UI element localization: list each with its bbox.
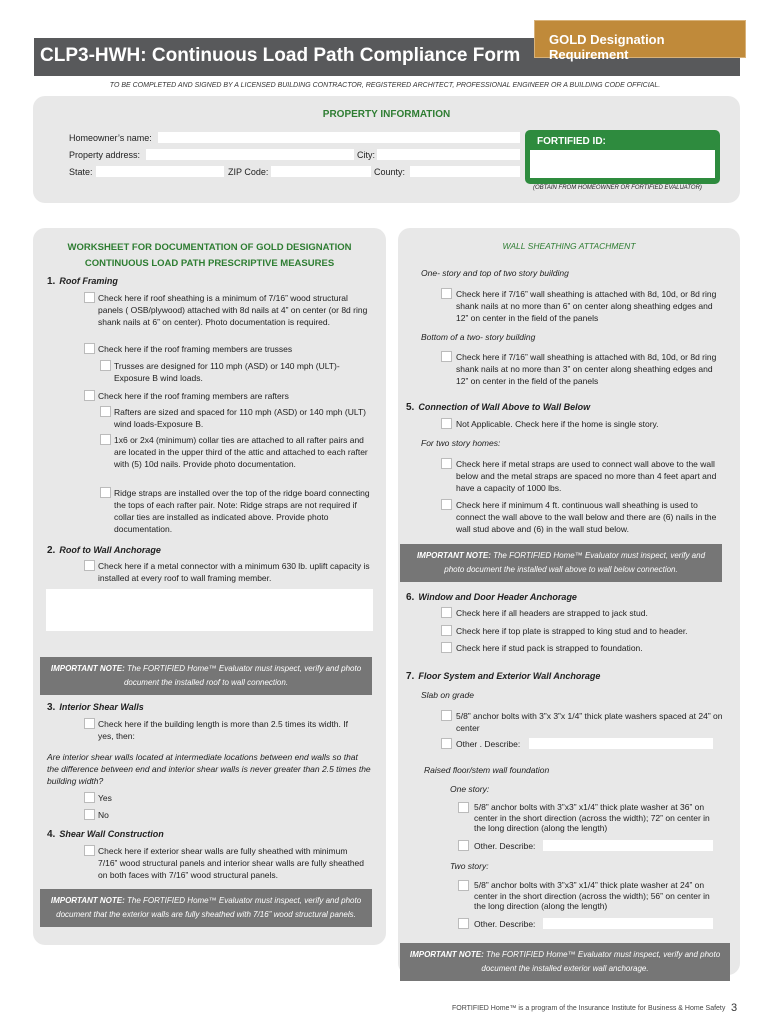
property-heading: PROPERTY INFORMATION <box>322 109 451 120</box>
note-3-text: The FORTIFIED Home™ Evaluator must inspect, verify and photo document the installed wall above to wall below connection. <box>444 551 706 574</box>
roof-wall-connector-text: Check here if a metal connector with a minimum 630 lb. uplift capacity is installed at every roof to wall framing member. <box>98 561 370 583</box>
important-note-shear-walls <box>40 889 372 927</box>
collar-ties-text: 1x6 or 2x4 (minimum) collar ties are attached to all rafter pairs and are located in the upper third of the attic and attached to each rafter with (5) 10d nails. Provide photo documentation. <box>114 435 368 469</box>
checkbox-collar-ties[interactable] <box>100 434 111 445</box>
checkbox-no[interactable] <box>84 809 95 820</box>
rafters-text: Check here if the roof framing members are rafters <box>98 391 289 401</box>
note-1-text: The FORTIFIED Home™ Evaluator must inspect, verify and photo document the installed roof to wall connection. <box>123 664 362 687</box>
trusses-designed-text: Trusses are designed for 110 mph (ASD) or 140 mph (ULT)-Exposure B wind loads. <box>114 361 340 383</box>
section-3-text: Interior Shear Walls <box>59 702 144 712</box>
one-story-other-field[interactable] <box>543 840 713 851</box>
worksheet-heading-2: CONTINUOUS LOAD PATH PRESCRIPTIVE MEASURES <box>84 258 335 269</box>
metal-straps-text: Check here if metal straps are used to connect wall above to the wall below and the metal straps are spaced no more than 4 feet apart and have a capacity of 1000 lbs. <box>456 459 717 493</box>
section-5-title <box>406 402 590 413</box>
city-label: City: <box>357 150 375 160</box>
page-number: 3 <box>731 1002 738 1014</box>
raised-floor-label: Raised floor/stem wall foundation <box>424 765 550 775</box>
two-story-homes-label: For two story homes: <box>421 438 501 448</box>
anchor-24-text: 5/8” anchor bolts with 3”x 3”x 1/4” thick plate washers spaced at 24” on center <box>456 711 723 733</box>
homeowner-field[interactable] <box>158 132 520 143</box>
section-5-text: Connection of Wall Above to Wall Below <box>418 402 591 412</box>
note-4-text: The FORTIFIED Home™ Evaluator must inspect, verify and photo document the installed exterior wall anchorage. <box>481 950 721 973</box>
checkbox-single-story[interactable] <box>441 418 452 429</box>
trusses-text: Check here if the roof framing members are trusses <box>98 344 293 354</box>
checkbox-headers-jack[interactable] <box>441 607 452 618</box>
anchor-36-text: 5/8” anchor bolts with 3”x3” x1/4” thick plate washer at 36” on center in the short direction (across the width); 72” on center in the long direction (along the length) <box>474 802 710 833</box>
fortified-id-label: FORTIFIED ID: <box>537 136 606 147</box>
checkbox-stud-pack[interactable] <box>441 642 452 653</box>
address-label: Property address: <box>69 150 141 160</box>
yes-label: Yes <box>98 793 112 803</box>
one-story-other-label: Other. Describe: <box>474 841 536 851</box>
checkbox-anchor-24-two[interactable] <box>458 880 469 891</box>
exterior-shear-walls-text: Check here if exterior shear walls are fully sheathed with minimum 7/16” wood structural panels and interior shear walls are fully sheathed on both faces with 7/16” wood structural panels. <box>98 846 365 880</box>
zip-label: ZIP Code: <box>228 167 269 177</box>
footer-text: FORTIFIED Home™ is a program of the Insurance Institute for Business & Home Safety <box>452 1005 726 1012</box>
form-title: CLP3-HWH: Continuous Load Path Compliance Form <box>34 38 740 76</box>
section-1-text: Roof Framing <box>59 276 118 286</box>
checkbox-yes[interactable] <box>84 792 95 803</box>
section-4-number: 4. <box>47 829 56 840</box>
roof-wall-notes-field[interactable] <box>46 589 373 631</box>
address-field[interactable] <box>146 149 354 160</box>
section-4-title <box>47 829 164 840</box>
checkbox-continuous-sheathing[interactable] <box>441 499 452 510</box>
section-3-number: 3. <box>47 702 56 713</box>
checkbox-trusses-designed[interactable] <box>100 360 111 371</box>
checkbox-rafters[interactable] <box>84 390 95 401</box>
checkbox-exterior-shear-walls[interactable] <box>84 845 95 856</box>
note-3-label: IMPORTANT NOTE: <box>416 551 491 560</box>
interior-shear-question: Are interior shear walls located at intermediate locations between end walls so that the difference between end and interior shear walls is never greater than 2.5 times the building width? <box>47 752 371 786</box>
note-4-label: IMPORTANT NOTE: <box>409 950 484 959</box>
state-field[interactable] <box>96 166 224 177</box>
two-story-subheading: Two story: <box>450 861 489 871</box>
checkbox-two-story-other[interactable] <box>458 918 469 929</box>
section-7-title <box>406 671 600 682</box>
section-5-number: 5. <box>406 402 415 413</box>
checkbox-trusses[interactable] <box>84 343 95 354</box>
fortified-id-note: (OBTAIN FROM HOMEOWNER OR FORTIFIED EVALUATOR) <box>533 185 702 191</box>
important-note-exterior-anchorage <box>400 943 730 981</box>
two-story-other-field[interactable] <box>543 918 713 929</box>
sheathing-3in-text: Check here if 7/16” wall sheathing is attached with 8d, 10d, or 8d ring shank nails at no more than 3” on center along sheathing edges and 12” on center in the field of the panels <box>456 352 717 386</box>
important-note-wall-connection <box>400 544 722 582</box>
county-label: County: <box>374 167 406 177</box>
sheathing-6in-text: Check here if 7/16” wall sheathing is attached with 8d, 10d, or 8d ring shank nails at no more than 6” on center along sheathing edges and 12” on center in the field of the panels <box>456 289 717 323</box>
stud-pack-text: Check here if stud pack is strapped to foundation. <box>456 643 643 653</box>
slab-other-label: Other . Describe: <box>456 739 521 749</box>
checkbox-sheathing-6in[interactable] <box>441 288 452 299</box>
wall-sheathing-heading: WALL SHEATHING ATTACHMENT <box>502 241 636 251</box>
roof-sheathing-text: Check here if roof sheathing is a minimum of 7/16” wood structural panels ( OSB/plywood) attached with 8d nails at 4” on center (or 8d ring shank nails at 6” on center). Photo documentation is required. <box>98 293 368 327</box>
checkbox-rafters-sized[interactable] <box>100 406 111 417</box>
single-story-text: Not Applicable. Check here if the home is single story. <box>456 419 659 429</box>
note-1-label: IMPORTANT NOTE: <box>50 664 125 673</box>
worksheet-heading-1: WORKSHEET FOR DOCUMENTATION OF GOLD DESIGNATION <box>67 242 352 253</box>
city-field[interactable] <box>377 149 520 160</box>
fortified-id-box <box>525 130 720 184</box>
one-story-label: One- story and top of two story building <box>421 268 569 278</box>
note-2-label: IMPORTANT NOTE: <box>50 896 125 905</box>
checkbox-anchor-36[interactable] <box>458 802 469 813</box>
slab-on-grade-label: Slab on grade <box>421 690 474 700</box>
bottom-two-story-label: Bottom of a two- story building <box>421 332 536 342</box>
section-1-number: 1. <box>47 276 56 287</box>
county-field[interactable] <box>410 166 520 177</box>
no-label: No <box>98 810 109 820</box>
section-7-text: Floor System and Exterior Wall Anchorage <box>418 671 601 681</box>
one-story-subheading: One story: <box>450 784 490 794</box>
checkbox-top-plate[interactable] <box>441 625 452 636</box>
slab-other-field[interactable] <box>529 738 713 749</box>
section-3-title <box>47 702 144 713</box>
checkbox-roof-sheathing[interactable] <box>84 292 95 303</box>
checkbox-anchor-24[interactable] <box>441 710 452 721</box>
state-label: State: <box>69 167 93 177</box>
checkbox-slab-other[interactable] <box>441 738 452 749</box>
checkbox-metal-straps[interactable] <box>441 458 452 469</box>
zip-field[interactable] <box>271 166 371 177</box>
headers-jack-text: Check here if all headers are strapped to jack stud. <box>456 608 648 618</box>
homeowner-label: Homeowner’s name: <box>69 133 152 143</box>
section-6-number: 6. <box>406 592 415 603</box>
ridge-straps-text: Ridge straps are installed over the top of the ridge board connecting the tops of each rafter pair. Note: Ridge straps are not required if collar ties are installed as indicated above. Provide photo documentation. <box>114 488 370 534</box>
section-6-title <box>406 592 577 603</box>
checkbox-sheathing-3in[interactable] <box>441 351 452 362</box>
section-4-text: Shear Wall Construction <box>59 829 164 839</box>
section-2-title <box>47 545 161 556</box>
continuous-sheathing-text: Check here if minimum 4 ft. continuous wall sheathing is used to connect the wall above to the wall below and there are (6) nails in the wall stud above and (6) in the wall stud below. <box>456 500 717 534</box>
checkbox-building-length[interactable] <box>84 718 95 729</box>
section-2-text: Roof to Wall Anchorage <box>59 545 161 555</box>
top-plate-text: Check here if top plate is strapped to king stud and to header. <box>456 626 688 636</box>
section-1-title <box>47 276 118 287</box>
two-story-other-label: Other. Describe: <box>474 919 536 929</box>
checkbox-ridge-straps[interactable] <box>100 487 111 498</box>
fortified-id-field[interactable] <box>530 150 715 178</box>
note-2-text: The FORTIFIED Home™ Evaluator must inspect, verify and photo document that the exterior walls are fully sheathed with 7/16” wood structural panels. <box>56 896 362 919</box>
rafters-sized-text: Rafters are sized and spaced for 110 mph (ASD) or 140 mph (ULT) wind loads-Exposure B. <box>114 407 366 429</box>
section-2-number: 2. <box>47 545 56 556</box>
important-note-roof-wall <box>40 657 372 695</box>
building-length-text: Check here if the building length is more than 2.5 times its width. If yes, then: <box>98 719 348 741</box>
checkbox-one-story-other[interactable] <box>458 840 469 851</box>
anchor-24-two-text: 5/8” anchor bolts with 3”x3” x1/4” thick plate washer at 24” on center in the short direction (across the width); 56” on center in the long direction (along the length) <box>474 880 710 911</box>
section-7-number: 7. <box>406 671 415 682</box>
checkbox-roof-wall-connector[interactable] <box>84 560 95 571</box>
form-subtitle: TO BE COMPLETED AND SIGNED BY A LICENSED BUILDING CONTRACTOR, REGISTERED ARCHITECT, PROFESSIONAL ENGINEER OR A BUILDING CODE OFFICIAL. <box>109 82 661 89</box>
section-6-text: Window and Door Header Anchorage <box>418 592 577 602</box>
gold-badge: GOLD Designation Requirement <box>534 20 746 58</box>
